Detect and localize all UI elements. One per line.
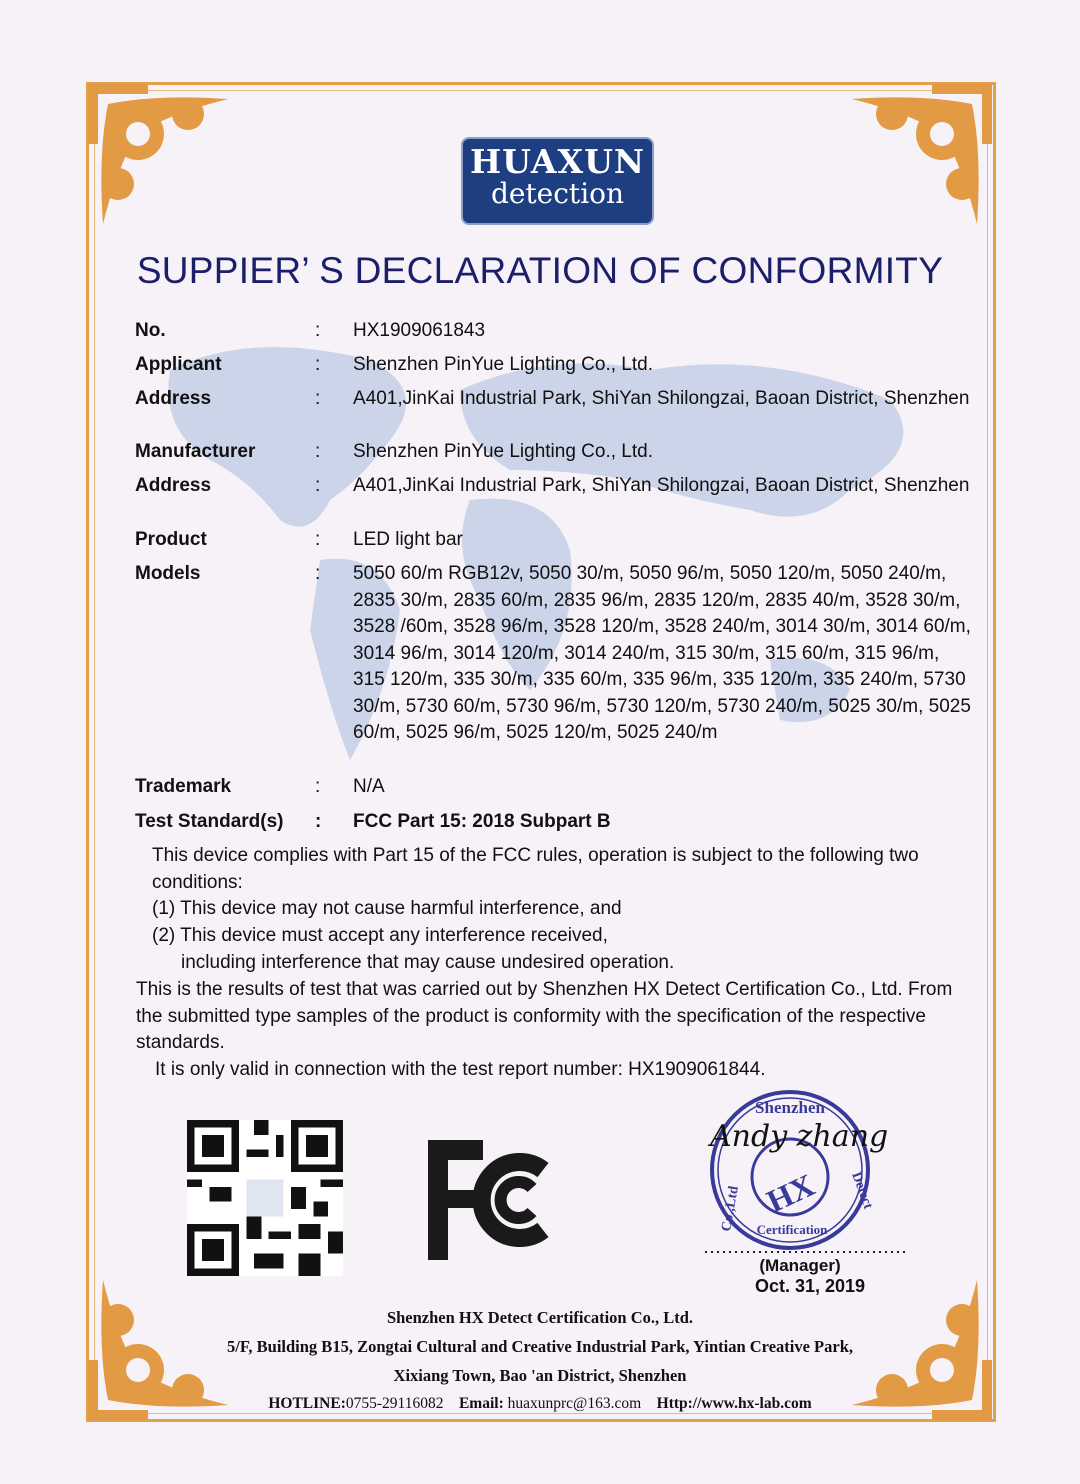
signature-date: Oct. 31, 2019 — [754, 1276, 866, 1296]
stamp-text-left: Co.,Ltd — [719, 1184, 742, 1233]
colon: : — [315, 811, 322, 832]
website: Http://www.hx-lab.com — [656, 1395, 812, 1412]
footer-contacts — [0, 1395, 1080, 1413]
hx-stamp — [700, 1082, 920, 1297]
field-label: No. — [135, 320, 166, 341]
condition-2-cont: including interference that may cause undesired operation. — [181, 952, 675, 973]
logo-line1: HUAXUN — [469, 142, 646, 181]
stamp-text-right: Detect — [848, 1170, 876, 1212]
field-label: Manufacturer — [135, 441, 256, 462]
signature: Andy zhang — [710, 1119, 889, 1154]
ornament-top-right — [832, 74, 1002, 244]
footer-address-1: 5/F, Building B15, Zongtai Cultural and Creative Industrial Park, Yintian Creative Park, — [227, 1337, 853, 1356]
ornament-top-left — [78, 74, 248, 244]
fcc-logo — [428, 1140, 558, 1260]
validity-statement: It is only valid in connection with the test report number: HX1909061844. — [155, 1059, 766, 1080]
field-value: 5050 60/m RGB12v, 5050 30/m, 5050 96/m, 5050 120/m, 5050 240/m, 2835 30/m, 2835 60/m, 2835 96/m, 2835 120/m, 2835 40/m, 3528 30/m, 3528 /60m, 3528 96/m, 3528 120/m, 3528 240/m, 3014 30/m, 3014 60/m, 3014 96/m, 3014 120/m, 3014 240/m, 315 30/m, 315 60/m, 315 96/m, 315 120/m, 335 30/m, 335 60/m, 335 96/m, 335 120/m, 335 240/m, 5730 30/m, 5730 60/m, 5730 96/m, 5730 120/m, 5730 240/m, 5025 30/m, 5025 60/m, 5025 96/m, 5025 120/m, 5025 240/m — [353, 563, 971, 743]
qr-code — [187, 1120, 343, 1276]
field-value: A401,JinKai Industrial Park, ShiYan Shilongzai, Baoan District, Shenzhen — [353, 475, 970, 496]
huaxun-logo — [461, 137, 654, 225]
signatory-role: (Manager) — [759, 1256, 841, 1275]
stamp-text-center: HX — [761, 1166, 820, 1220]
hotline-number: 0755-29116082 — [345, 1395, 444, 1412]
field-label: Address — [135, 475, 212, 496]
document-title: SUPPIER’ S DECLARATION OF CONFORMITY — [136, 250, 944, 291]
field-value: Shenzhen PinYue Lighting Co., Ltd. — [353, 441, 654, 462]
field-value: N/A — [353, 776, 385, 797]
test-result-statement: This is the results of test that was carried out by Shenzhen HX Detect Certification Co., Ltd. From the submitted type samples of the product is conformity with the specification of the respective standards. — [136, 979, 953, 1054]
condition-2: (2) This device must accept any interference received, — [152, 925, 608, 946]
colon: : — [315, 320, 321, 341]
colon: : — [315, 529, 321, 550]
colon: : — [315, 475, 321, 496]
colon: : — [315, 388, 321, 409]
field-label: Models — [135, 563, 201, 584]
field-value: A401,JinKai Industrial Park, ShiYan Shilongzai, Baoan District, Shenzhen — [353, 388, 970, 409]
field-label: Address — [135, 388, 212, 409]
condition-1: (1) This device may not cause harmful interference, and — [152, 898, 622, 919]
field-label: Applicant — [135, 354, 222, 375]
footer-address-2: Xixiang Town, Bao 'an District, Shenzhen — [393, 1366, 687, 1385]
field-label: Test Standard(s) — [135, 811, 284, 832]
email-address: huaxunprc@163.com — [507, 1395, 642, 1412]
compliance-statement: This device complies with Part 15 of the FCC rules, operation is subject to the following two conditions: — [152, 845, 919, 893]
field-value: FCC Part 15: 2018 Subpart B — [353, 811, 611, 832]
field-label: Trademark — [135, 776, 232, 797]
stamp-text-bottom: Certification — [756, 1222, 828, 1237]
email-label: Email: — [458, 1395, 504, 1412]
colon: : — [315, 776, 321, 797]
hotline-label: HOTLINE: — [268, 1395, 346, 1412]
seal-and-signature — [700, 1082, 920, 1297]
colon: : — [315, 441, 321, 462]
colon: : — [315, 354, 321, 375]
field-value: HX1909061843 — [353, 320, 486, 341]
stamp-text-top: Shenzhen — [755, 1098, 825, 1117]
colon: : — [315, 563, 321, 584]
field-label: Product — [135, 529, 207, 550]
field-value: LED light bar — [353, 529, 463, 550]
footer-company: Shenzhen HX Detect Certification Co., Ltd. — [386, 1308, 694, 1327]
logo-line2: detection — [490, 177, 625, 210]
field-value: Shenzhen PinYue Lighting Co., Ltd. — [353, 354, 654, 375]
